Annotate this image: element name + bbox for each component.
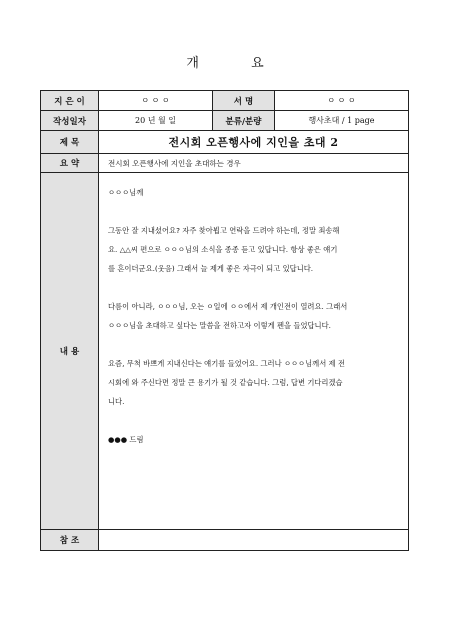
date-value: 20 년 월 일: [99, 111, 213, 131]
letter-body: [99, 173, 409, 530]
summary-label: 요 약: [41, 154, 99, 173]
signature-label: 서 명: [213, 91, 275, 111]
letter-line: 를 흔이더군요.(웃음) 그래서 늘 제게 좋은 자극이 되고 있답니다.: [108, 264, 314, 273]
content-label: 내 용: [41, 173, 99, 530]
page-title: 개 요: [186, 56, 288, 71]
letter-line: ㅇㅇㅇ님을 초대하고 싶다는 말씀을 전하고자 이렇게 펜을 들었답니다.: [108, 321, 331, 330]
reference-value: [99, 530, 409, 551]
category-value: 행사초대 / 1 page: [275, 111, 409, 131]
letter-line: 다름이 아니라, ㅇㅇㅇ님, 오는 ㅇ일에 ㅇㅇ에서 제 개인전이 열려요. 그래서: [108, 302, 348, 311]
summary-form-table: [40, 90, 409, 551]
signature-value: ㅇ ㅇ ㅇ: [275, 91, 409, 111]
letter-line: 시회에 와 주신다면 정말 큰 용기가 될 것 같습니다. 그럼, 답변 기다리겠습: [108, 378, 343, 387]
author-label: 지 은 이: [41, 91, 99, 111]
summary-value: 전시회 오픈행사에 지인을 초대하는 경우: [99, 154, 409, 173]
category-label: 분류/분량: [213, 111, 275, 131]
subject-value: 전시회 오픈행사에 지인을 초대 2: [99, 131, 409, 154]
letter-line: 그동안 잘 지내셨어요? 자주 찾아뵙고 연락을 드려야 하는데, 정말 죄송해: [108, 226, 340, 235]
subject-label: 제 목: [41, 131, 99, 154]
letter-line: 요즘, 무척 바쁘게 지내신다는 얘기를 들었어요. 그러나 ㅇㅇㅇ님께서 제 전: [108, 359, 345, 368]
date-label: 작성일자: [41, 111, 99, 131]
reference-label: 참 조: [41, 530, 99, 551]
letter-line: 니다.: [108, 397, 125, 406]
letter-closing: ●●● 드림: [108, 435, 144, 444]
letter-line: 요. △△씨 편으로 ㅇㅇㅇ님의 소식을 종종 듣고 있답니다. 항상 좋은 얘기: [108, 245, 338, 254]
letter-greeting: ㅇㅇㅇ님께: [108, 188, 144, 197]
author-value: ㅇ ㅇ ㅇ: [99, 91, 213, 111]
